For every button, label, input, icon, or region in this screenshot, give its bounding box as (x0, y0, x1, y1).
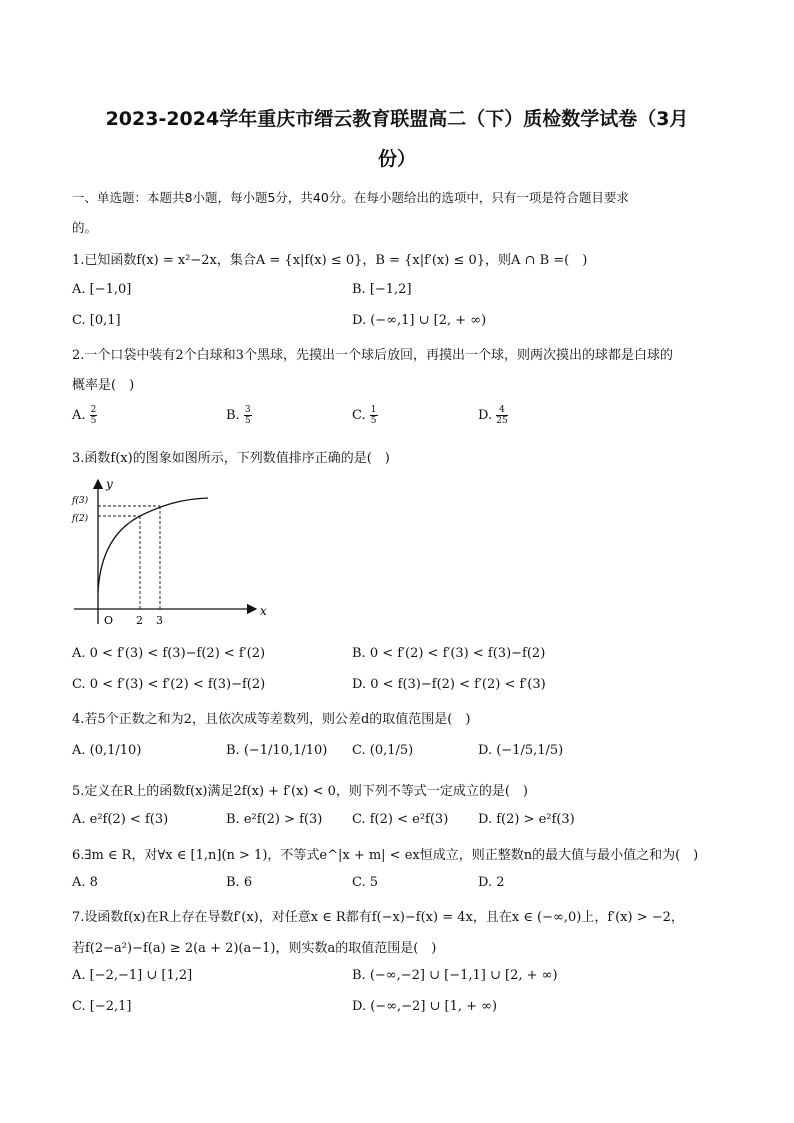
question-6-option-d: D. 2 (478, 875, 505, 890)
question-2-stem-line2: 概率是( ) (72, 378, 135, 393)
question-7-stem-line2: 若f(2−a²)−f(a) ≥ 2(a + 2)(a−1)，则实数a的取值范围是( ) (72, 941, 437, 956)
question-2-option-d: D. $\frac{4}{25}$ (478, 405, 508, 426)
function-curve (98, 498, 208, 592)
tick-2-label: 2 (136, 614, 143, 627)
function-graph (70, 474, 280, 630)
question-7-option-b: B. (−∞,−2] ∪ [−1,1] ∪ [2, + ∞) (352, 968, 558, 983)
question-6-stem: 6.∃m ∈ R，对∀x ∈ [1,n](n > 1)，不等式e^|x + m| < ex恒成立，则正整数n的最大值与最小值之和为( ) (72, 848, 699, 863)
question-3-option-d: D. 0 < f(3)−f(2) < f′(2) < f′(3) (352, 677, 546, 692)
question-2-stem-line1: 2.一个口袋中装有2个白球和3个黑球，先摸出一个球后放回，再摸出一个球，则两次摸出的球都是白球的 (72, 348, 673, 363)
question-4-option-c: C. (0,1/5) (352, 743, 414, 758)
question-3-option-b: B. 0 < f′(2) < f′(3) < f(3)−f(2) (352, 646, 546, 661)
question-2-option-a: A. $\frac{2}{5}$ (72, 405, 97, 426)
question-5-stem: 5.定义在R上的函数f(x)满足2f(x) + f′(x) < 0，则下列不等式一定成立的是( ) (72, 784, 529, 799)
question-3-option-a: A. 0 < f′(3) < f(3)−f(2) < f′(2) (72, 646, 266, 661)
question-5-option-d: D. f(2) > e²f(3) (478, 812, 575, 827)
section-heading-line2: 的。 (72, 220, 98, 235)
question-6-option-c: C. 5 (352, 875, 379, 890)
question-3-stem: 3.函数f(x)的图象如图所示，下列数值排序正确的是( ) (72, 451, 390, 466)
question-4-option-b: B. (−1/10,1/10) (226, 743, 328, 758)
question-3-option-c: C. 0 < f′(3) < f′(2) < f(3)−f(2) (72, 677, 266, 692)
question-4-option-d: D. (−1/5,1/5) (478, 743, 564, 758)
tick-3-label: 3 (156, 614, 163, 627)
question-7-option-a: A. [−2,−1] ∪ [1,2] (72, 968, 193, 983)
section-heading-line1: 一、单选题：本题共8小题，每小题5分，共40分。在每小题给出的选项中，只有一项是符合题目要求 (72, 190, 629, 205)
question-1-option-c: C. [0,1] (72, 313, 121, 328)
question-7-option-c: C. [−2,1] (72, 999, 132, 1014)
question-1-option-b: B. [−1,2] (352, 282, 412, 297)
question-6-option-a: A. 8 (72, 875, 98, 890)
question-2-option-b: B. $\frac{3}{5}$ (226, 405, 251, 426)
exam-title-line1: 2023-2024学年重庆市缙云教育联盟高二（下）质检数学试卷（3月 (105, 108, 689, 130)
f2-label: f(2) (72, 514, 89, 524)
x-axis-label: x (260, 604, 267, 618)
question-7-option-d: D. (−∞,−2] ∪ [1, + ∞) (352, 999, 498, 1014)
f3-label: f(3) (72, 496, 89, 506)
question-6-option-b: B. 6 (226, 875, 253, 890)
question-1-stem: 1.已知函数f(x) = x²−2x，集合A = {x|f(x) ≤ 0}，B = {x|f′(x) ≤ 0}，则A ∩ B =( ) (72, 253, 588, 268)
question-5-option-a: A. e²f(2) < f(3) (72, 812, 169, 827)
question-4-stem: 4.若5个正数之和为2，且依次成等差数列，则公差d的取值范围是( ) (72, 712, 471, 727)
exam-title-line2: 份） (377, 148, 416, 170)
origin-label: O (104, 614, 114, 627)
question-5-option-c: C. f(2) < e²f(3) (352, 812, 449, 827)
question-2-option-c: C. $\frac{1}{5}$ (352, 405, 377, 426)
y-axis-label: y (106, 477, 113, 491)
question-5-option-b: B. e²f(2) > f(3) (226, 812, 323, 827)
question-1-option-d: D. (−∞,1] ∪ [2, + ∞) (352, 313, 487, 328)
question-4-option-a: A. (0,1/10) (72, 743, 142, 758)
question-7-stem-line1: 7.设函数f(x)在R上存在导数f′(x)，对任意x ∈ R都有f(−x)−f(x) = 4x，且在x ∈ (−∞,0)上，f′(x) > −2， (72, 910, 684, 925)
question-1-option-a: A. [−1,0] (72, 282, 132, 297)
